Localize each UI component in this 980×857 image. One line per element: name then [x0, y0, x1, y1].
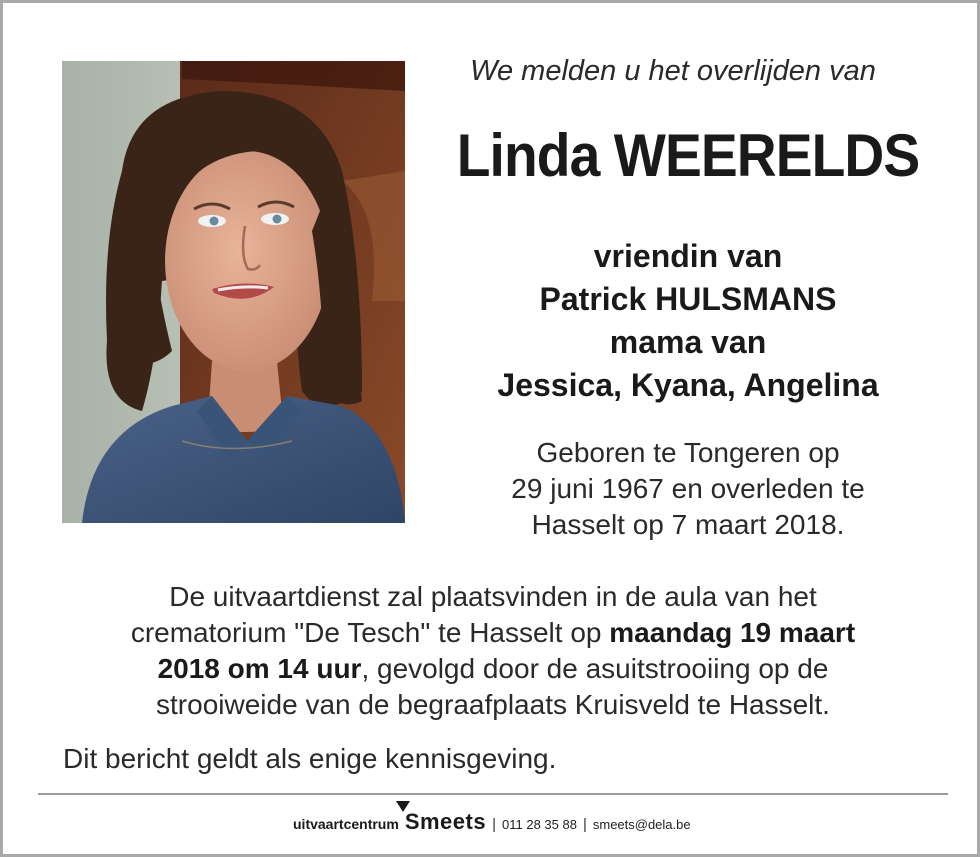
relations-block [433, 235, 943, 407]
ceremony-date: maandag 19 maart [609, 617, 856, 648]
birth-line: Geboren te Tongeren op [536, 437, 840, 468]
birth-death-block [433, 435, 943, 543]
ceremony-time: 2018 om 14 uur [157, 653, 362, 684]
separator: | [582, 816, 587, 833]
deceased-name: Linda WEERELDS [456, 122, 920, 189]
funeral-home-prefix: uitvaartcentrum [293, 816, 399, 832]
separator: | [492, 816, 496, 833]
notice-text: Dit bericht geldt als enige kennisgeving. [63, 743, 557, 774]
funeral-home-footer [293, 809, 691, 839]
footer-divider [38, 793, 948, 795]
portrait-photo [62, 61, 405, 523]
birth-line: Hasselt op 7 maart 2018. [531, 509, 845, 540]
relation-line: Patrick HULSMANS [539, 281, 837, 317]
birth-line: 29 juni 1967 en overleden te [511, 473, 865, 504]
relation-line: vriendin van [593, 238, 783, 274]
funeral-home-logo: Smeets [404, 809, 487, 834]
ceremony-line: De uitvaartdienst zal plaatsvinden in de aula van het [169, 581, 817, 612]
ceremony-text: crematorium "De Tesch" te Hasselt op [130, 617, 610, 648]
ceremony-block [43, 579, 943, 723]
intro-text: We melden u het overlijden van [470, 55, 876, 87]
ceremony-line [43, 615, 943, 651]
ceremony-text: , gevolgd door de asuitstrooiing op de [361, 653, 829, 684]
funeral-home-email[interactable]: smeets@dela.be [592, 817, 691, 832]
relation-line: Jessica, Kyana, Angelina [497, 367, 879, 403]
ceremony-line [43, 651, 943, 687]
ceremony-line: strooiweide van de begraafplaats Kruisveld te Hasselt. [156, 689, 830, 720]
funeral-home-phone: 011 28 35 88 [502, 817, 577, 832]
relation-line: mama van [609, 324, 767, 360]
